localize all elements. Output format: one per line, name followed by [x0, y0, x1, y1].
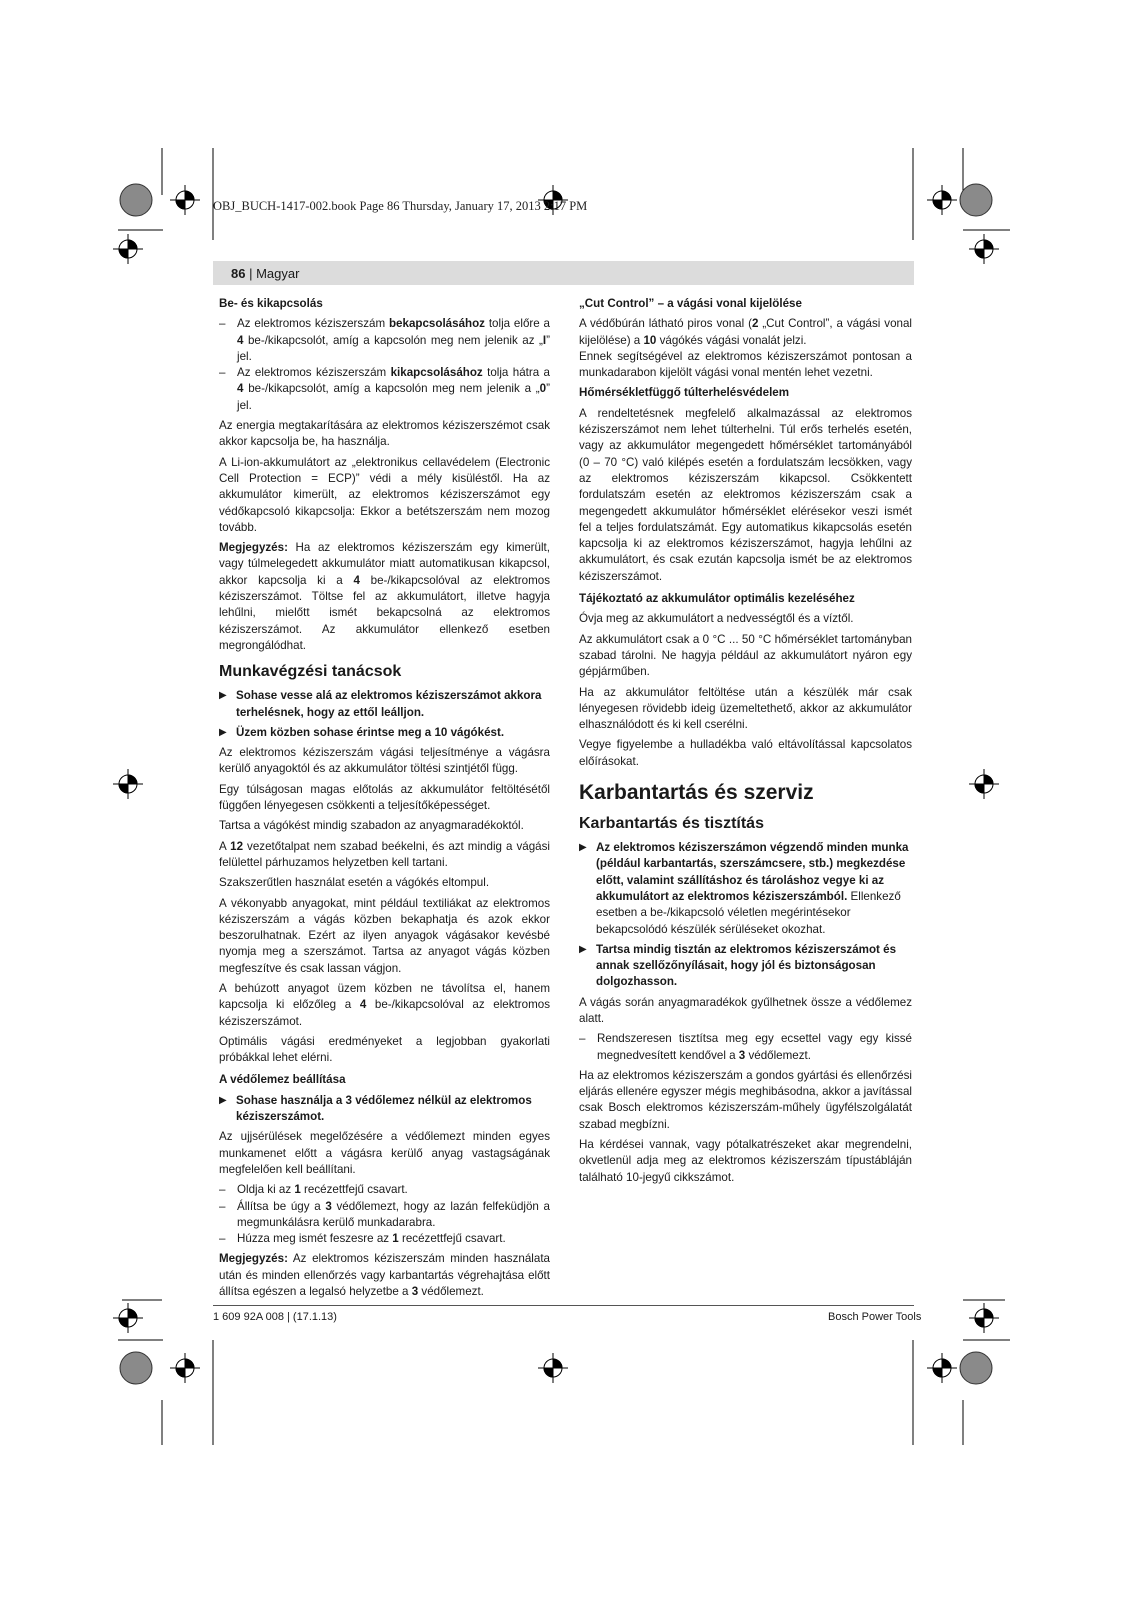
paragraph: A Li-ion-akkumulátort az „elektronikus cellavédelem (Electronic Cell Protection = ECP)” védi a mély kisüléstől. Ha az akkumulátor kimerült, az elektromos kéziszerszámot egy védőkapcsoló kikapcsolja: Ekkor a betétszerszám nem mozog tovább. [219, 455, 550, 534]
paragraph: Optimális vágási eredményeket a legjobban gyakorlati próbákkal lehet elérni. [219, 1034, 550, 1065]
paragraph: Az ujjsérülések megelőzésére a védőlemezt minden egyes munkamenet előtt a vágásra kerülő anyag vastagságának megfelelően kell beállítani. [219, 1130, 550, 1176]
paragraph: A behúzott anyagot üzem közben ne távolítsa el, hanem kapcsolja ki előzőleg a 4 be-/kikapcsolóval az elektromos kéziszerszámot. [219, 981, 550, 1028]
paragraph: A 12 vezetőtalpat nem szabad beékelni, és azt mindig a vágási felülettel párhuzamos helyzetben kell tartani. [219, 839, 550, 869]
triangle-bullet-icon: ▶ [219, 726, 227, 738]
paragraph: A vágás során anyagmaradékok gyűlhetnek össze a védőlemez alatt. [579, 995, 912, 1025]
warning-item: ▶ Tartsa mindig tisztán az elektromos kéziszerszámot és annak szellőzőnyílásait, hogy jól és biztonságosan dolgozhasson. [579, 942, 912, 991]
paragraph: Óvja meg az akkumulátort a nedvességtől és a víztől. [579, 612, 854, 626]
list-item: – Az elektromos kéziszerszám bekapcsolásához tolja előre a 4 be-/kikapcsolót, amíg a kapcsolón meg nem jelenik az „I” jel. [219, 317, 550, 363]
note-paragraph: Megjegyzés: Ha az elektromos kéziszerszám egy kimerült, vagy túlmelegedett akkumulátor miatt automatikusan kikapcsol, akkor kapcsolja ki a 4 be-/kikapcsolóval az elektromos kéziszerszámot. Töltse fel az akkumulátort, illetve hagyja lehűlni, mielőtt ismét bekapcsolná az elektromos kéziszerszámot. Az akkumulátor ellenkező esetben megrongálódhat. [219, 541, 550, 652]
paragraph: Az akkumulátort csak a 0 °C ... 50 °C hőmérséklet tartományban szabad tárolni. Ne hagyja például az akkumulátort nyáron egy gépjárműben. [579, 632, 912, 679]
page-header-bar [213, 261, 914, 285]
paragraph: Tartsa a vágókést mindig szabadon az anyagmaradékoktól. [219, 819, 524, 833]
paragraph: A védőbúrán látható piros vonal (2 „Cut Control”, a vágási vonal kijelölése) a 10 vágókés vágási vonalát jelzi. [579, 317, 912, 347]
triangle-bullet-icon: ▶ [219, 690, 227, 702]
list-item: – Az elektromos kéziszerszám kikapcsolásához tolja hátra a 4 be-/kikapcsolót, amíg a kapcsolón meg nem jelenik a „0” jel. [219, 366, 550, 412]
triangle-bullet-icon: ▶ [579, 842, 587, 854]
header-language: Magyar [256, 266, 300, 281]
chapter-heading-maintenance: Karbantartás és szerviz [579, 781, 814, 805]
footer-brand: Bosch Power Tools [828, 1311, 922, 1323]
warning-item: ▶ Az elektromos kéziszerszámon végzendő minden munka (például karbantartás, szerszámcsere, stb.) megkezdése előtt, valamint szállításhoz és tároláshoz vegye ki az akkumulátort az elektromos kéziszerszámból. Ellenkező esetben a be-/kikapcsoló véletlen megérintésekor bekapcsolódó készülék sérüléseket okozhat. [579, 840, 912, 938]
section-title-guard-adjust: A védőlemez beállítása [219, 1073, 346, 1087]
warning-item: ▶ Sohase vesse alá az elektromos kéziszerszámot akkora terhelésnek, hogy az ettől leálljon. [219, 688, 550, 721]
left-column [219, 296, 550, 1304]
print-slug: OBJ_BUCH-1417-002.book Page 86 Thursday, January 17, 2013 2:17 PM [213, 199, 588, 213]
paragraph: Ha az akkumulátor feltöltése után a készülék már csak lényegesen rövidebb ideig üzemeltethető, akkor az akkumulátor elhasználódott és ki kell cserélni. [579, 685, 912, 732]
paragraph: Vegye figyelembe a hulladékba való eltávolítással kapcsolatos előírásokat. [579, 738, 912, 768]
paragraph: Ennek segítségével az elektromos kéziszerszámot pontosan a munkadarabon kijelölt vágási vonal mentén lehet vezetni. [579, 349, 912, 380]
page-number: 86 [231, 266, 246, 281]
list-item: – Húzza meg ismét feszesre az 1 recézettfejű csavart. [219, 1232, 506, 1246]
warning-item: ▶ Üzem közben sohase érintse meg a 10 vágókést. [219, 725, 550, 741]
triangle-bullet-icon: ▶ [219, 1094, 227, 1106]
section-heading-work-tips: Munkavégzési tanácsok [219, 663, 402, 681]
right-column [579, 296, 912, 1190]
section-title-switching: Be- és kikapcsolás [219, 297, 323, 310]
triangle-bullet-icon: ▶ [579, 943, 587, 955]
paragraph: A vékonyabb anyagokat, mint például textiliákat az elektromos kéziszerszám a vágás közben bekaphatja és azok ekkor beszorulhatnak. Ezért az ilyen anyagok vágásakor kevésbé nyomja meg a szerszámot. Tartsa az anyagot vágás közben megfeszítve és csak lassan vágjon. [219, 896, 550, 975]
header-separator: | [245, 266, 257, 281]
section-heading-cleaning: Karbantartás és tisztítás [579, 815, 764, 833]
footer-rule [213, 1305, 914, 1306]
section-title-cut-control: „Cut Control” – a vágási vonal kijelölése [579, 297, 802, 310]
list-item: – Állítsa be úgy a 3 védőlemezt, hogy az lazán felfeküdjön a megmunkálásra kerülő munkadarabra. [219, 1199, 550, 1229]
paragraph: Ha az elektromos kéziszerszám a gondos gyártási és ellenőrzési eljárás ellenére egyszer mégis meghibásodna, akkor a javítással csak Bosch elektromos kéziszerszám-műhely ügyfélszolgálatát szabad megbízni. [579, 1068, 912, 1131]
paragraph: Ha kérdései vannak, vagy pótalkatrészeket akar megrendelni, okvetlenül adja meg az elektromos kéziszerszám típustábláján található 10-jegyű cikkszámot. [579, 1138, 912, 1184]
section-title-overload: Hőmérsékletfüggő túlterhelésvédelem [579, 386, 790, 400]
paragraph: A rendeltetésnek megfelelő alkalmazással az elektromos kéziszerszámot nem lehet túlterhelni. Túl erős terhelés esetén, vagy az akkumulátor megengedett hőmérséklet tartományából (0 – 70 °C) való kilépés esetén a fordulatszám lecsökken, vagy az elektromos kéziszerszám kikapcsol. Csökkentett fordulatszám esetén az elektromos kéziszerszám csak a megengedett akkumulátor hőmérséklet elérésekor veszi ismét fel a teljes fordulatszámát. Egy automatikus kikapcsolás esetén kapcsolja ki az elektromos kéziszerszámot, hagyja lehűlni az akkumulátort, és csak ezután kapcsolja ismét be az elektromos kéziszerszámot. [579, 406, 912, 583]
paragraph: Az elektromos kéziszerszám vágási teljesítménye a vágásra kerülő anyagoktól és az akkumulátor töltési szintjétől függ. [219, 746, 550, 776]
page-header [231, 266, 299, 281]
footer-doc-number: 1 609 92A 008 | (17.1.13) [213, 1311, 337, 1323]
paragraph: Egy túlságosan magas előtolás az akkumulátor feltöltésétől függően lényegesen csökkenti a teljesítőképességet. [219, 782, 550, 813]
list-item: – Rendszeresen tisztítsa meg egy ecsettel vagy egy kissé megnedvesített kendővel a 3 védőlemezt. [579, 1032, 912, 1062]
warning-item: ▶ Sohase használja a 3 védőlemez nélkül az elektromos kéziszerszámot. [219, 1093, 550, 1126]
list-item: – Oldja ki az 1 recézettfejű csavart. [219, 1183, 408, 1197]
note-paragraph: Megjegyzés: Az elektromos kéziszerszám minden használata után és minden ellenőrzés vagy karbantartás végrehajtása előtt állítsa egészen a legalsó helyzetbe a 3 védőlemezt. [219, 1252, 550, 1299]
paragraph: Szakszerűtlen használat esetén a vágókés eltompul. [219, 876, 490, 890]
paragraph: Az energia megtakarítására az elektromos kéziszerszémot csak akkor kapcsolja be, ha használja. [219, 419, 550, 449]
section-title-battery-handling: Tájékoztató az akkumulátor optimális kezeléséhez [579, 592, 855, 606]
